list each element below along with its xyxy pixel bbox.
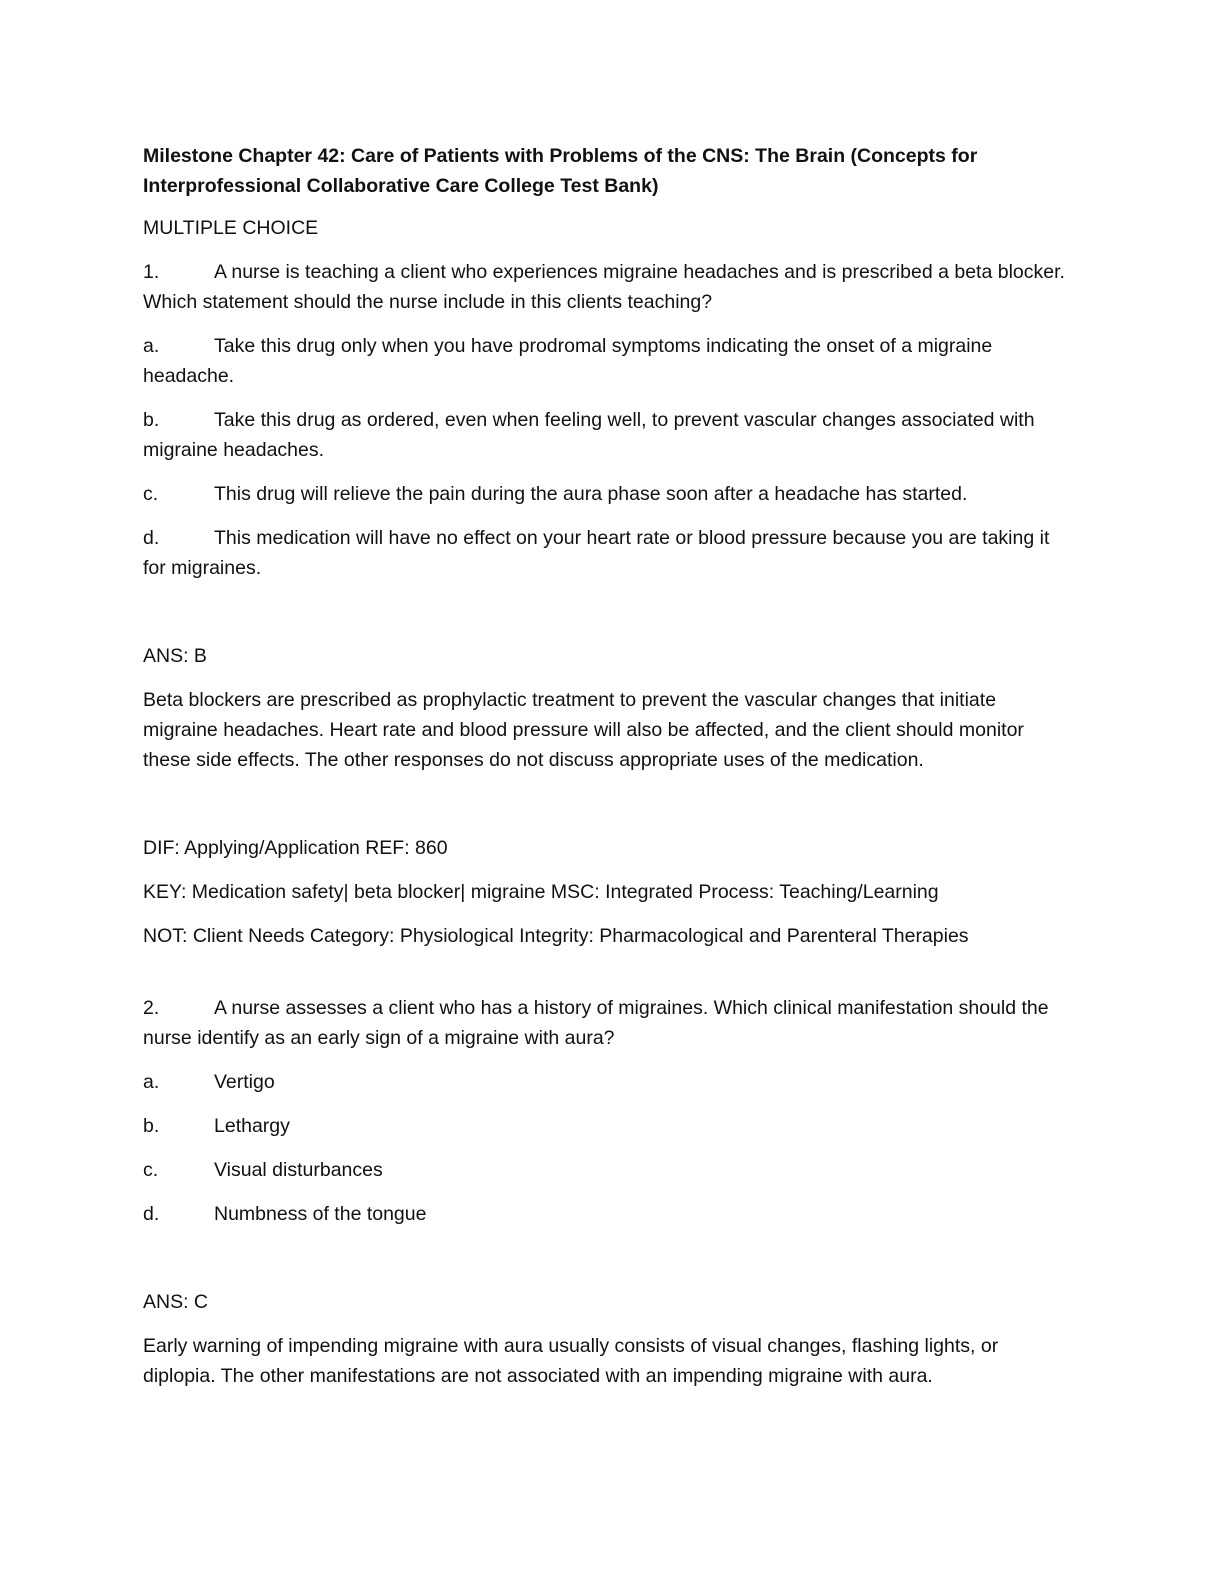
- question-2-rationale: Early warning of impending migraine with aura usually consists of visual changes, flashing lights, or diplopia. The other manifestations are not associated with an impending migraine with aura.: [143, 1335, 999, 1387]
- question-1-option-a: [143, 331, 1073, 391]
- option-label: a.: [143, 335, 160, 357]
- question-2-stem: [143, 993, 1073, 1053]
- option-text: Take this drug only when you have prodromal symptoms indicating the onset of a migraine headache.: [143, 335, 993, 387]
- option-text: Numbness of the tongue: [214, 1203, 427, 1225]
- option-text: This drug will relieve the pain during the aura phase soon after a headache has started.: [214, 483, 968, 505]
- question-1-rationale: Beta blockers are prescribed as prophylactic treatment to prevent the vascular changes that initiate migraine headaches. Heart rate and blood pressure will also be affected, and the client should monitor these side effects. The other responses do not discuss appropriate uses of the medication.: [143, 689, 1024, 771]
- question-1-answer: ANS: B: [143, 645, 207, 667]
- option-text: Vertigo: [214, 1071, 275, 1093]
- question-text: A nurse assesses a client who has a history of migraines. Which clinical manifestation should the nurse identify as an early sign of a migraine with aura?: [143, 997, 1049, 1049]
- question-number: 1.: [143, 261, 160, 283]
- question-text: A nurse is teaching a client who experiences migraine headaches and is prescribed a beta blocker. Which statement should the nurse include in this clients teaching?: [143, 261, 1065, 313]
- option-text: Take this drug as ordered, even when feeling well, to prevent vascular changes associated with migraine headaches.: [143, 409, 1035, 461]
- question-2-option-b: [143, 1111, 1073, 1141]
- option-label: b.: [143, 409, 160, 431]
- option-label: c.: [143, 483, 159, 505]
- document-title: Milestone Chapter 42: Care of Patients with Problems of the CNS: The Brain (Concepts for Interprofessional Collaborative Care College Test Bank): [143, 145, 978, 197]
- question-1-option-b: [143, 405, 1073, 465]
- option-label: a.: [143, 1071, 160, 1093]
- question-2-option-c: [143, 1155, 1073, 1185]
- question-2-option-d: [143, 1199, 1073, 1229]
- option-text: Lethargy: [214, 1115, 290, 1137]
- question-1-stem: [143, 257, 1073, 317]
- question-2-option-a: [143, 1067, 1073, 1097]
- option-label: c.: [143, 1159, 159, 1181]
- document-page: [143, 141, 1073, 1405]
- question-1-key: KEY: Medication safety| beta blocker| migraine MSC: Integrated Process: Teaching/Learning: [143, 881, 939, 903]
- question-1-dif: DIF: Applying/Application REF: 860: [143, 837, 448, 859]
- option-text: Visual disturbances: [214, 1159, 383, 1181]
- option-label: d.: [143, 1203, 160, 1225]
- question-number: 2.: [143, 997, 160, 1019]
- question-1-not: NOT: Client Needs Category: Physiological Integrity: Pharmacological and Parenteral Therapies: [143, 925, 969, 947]
- option-label: b.: [143, 1115, 160, 1137]
- section-heading: MULTIPLE CHOICE: [143, 217, 319, 239]
- question-1-option-d: [143, 523, 1073, 583]
- question-2-answer: ANS: C: [143, 1291, 209, 1313]
- question-1-option-c: [143, 479, 1073, 509]
- option-label: d.: [143, 527, 160, 549]
- option-text: This medication will have no effect on your heart rate or blood pressure because you are taking it for migraines.: [143, 527, 1050, 579]
